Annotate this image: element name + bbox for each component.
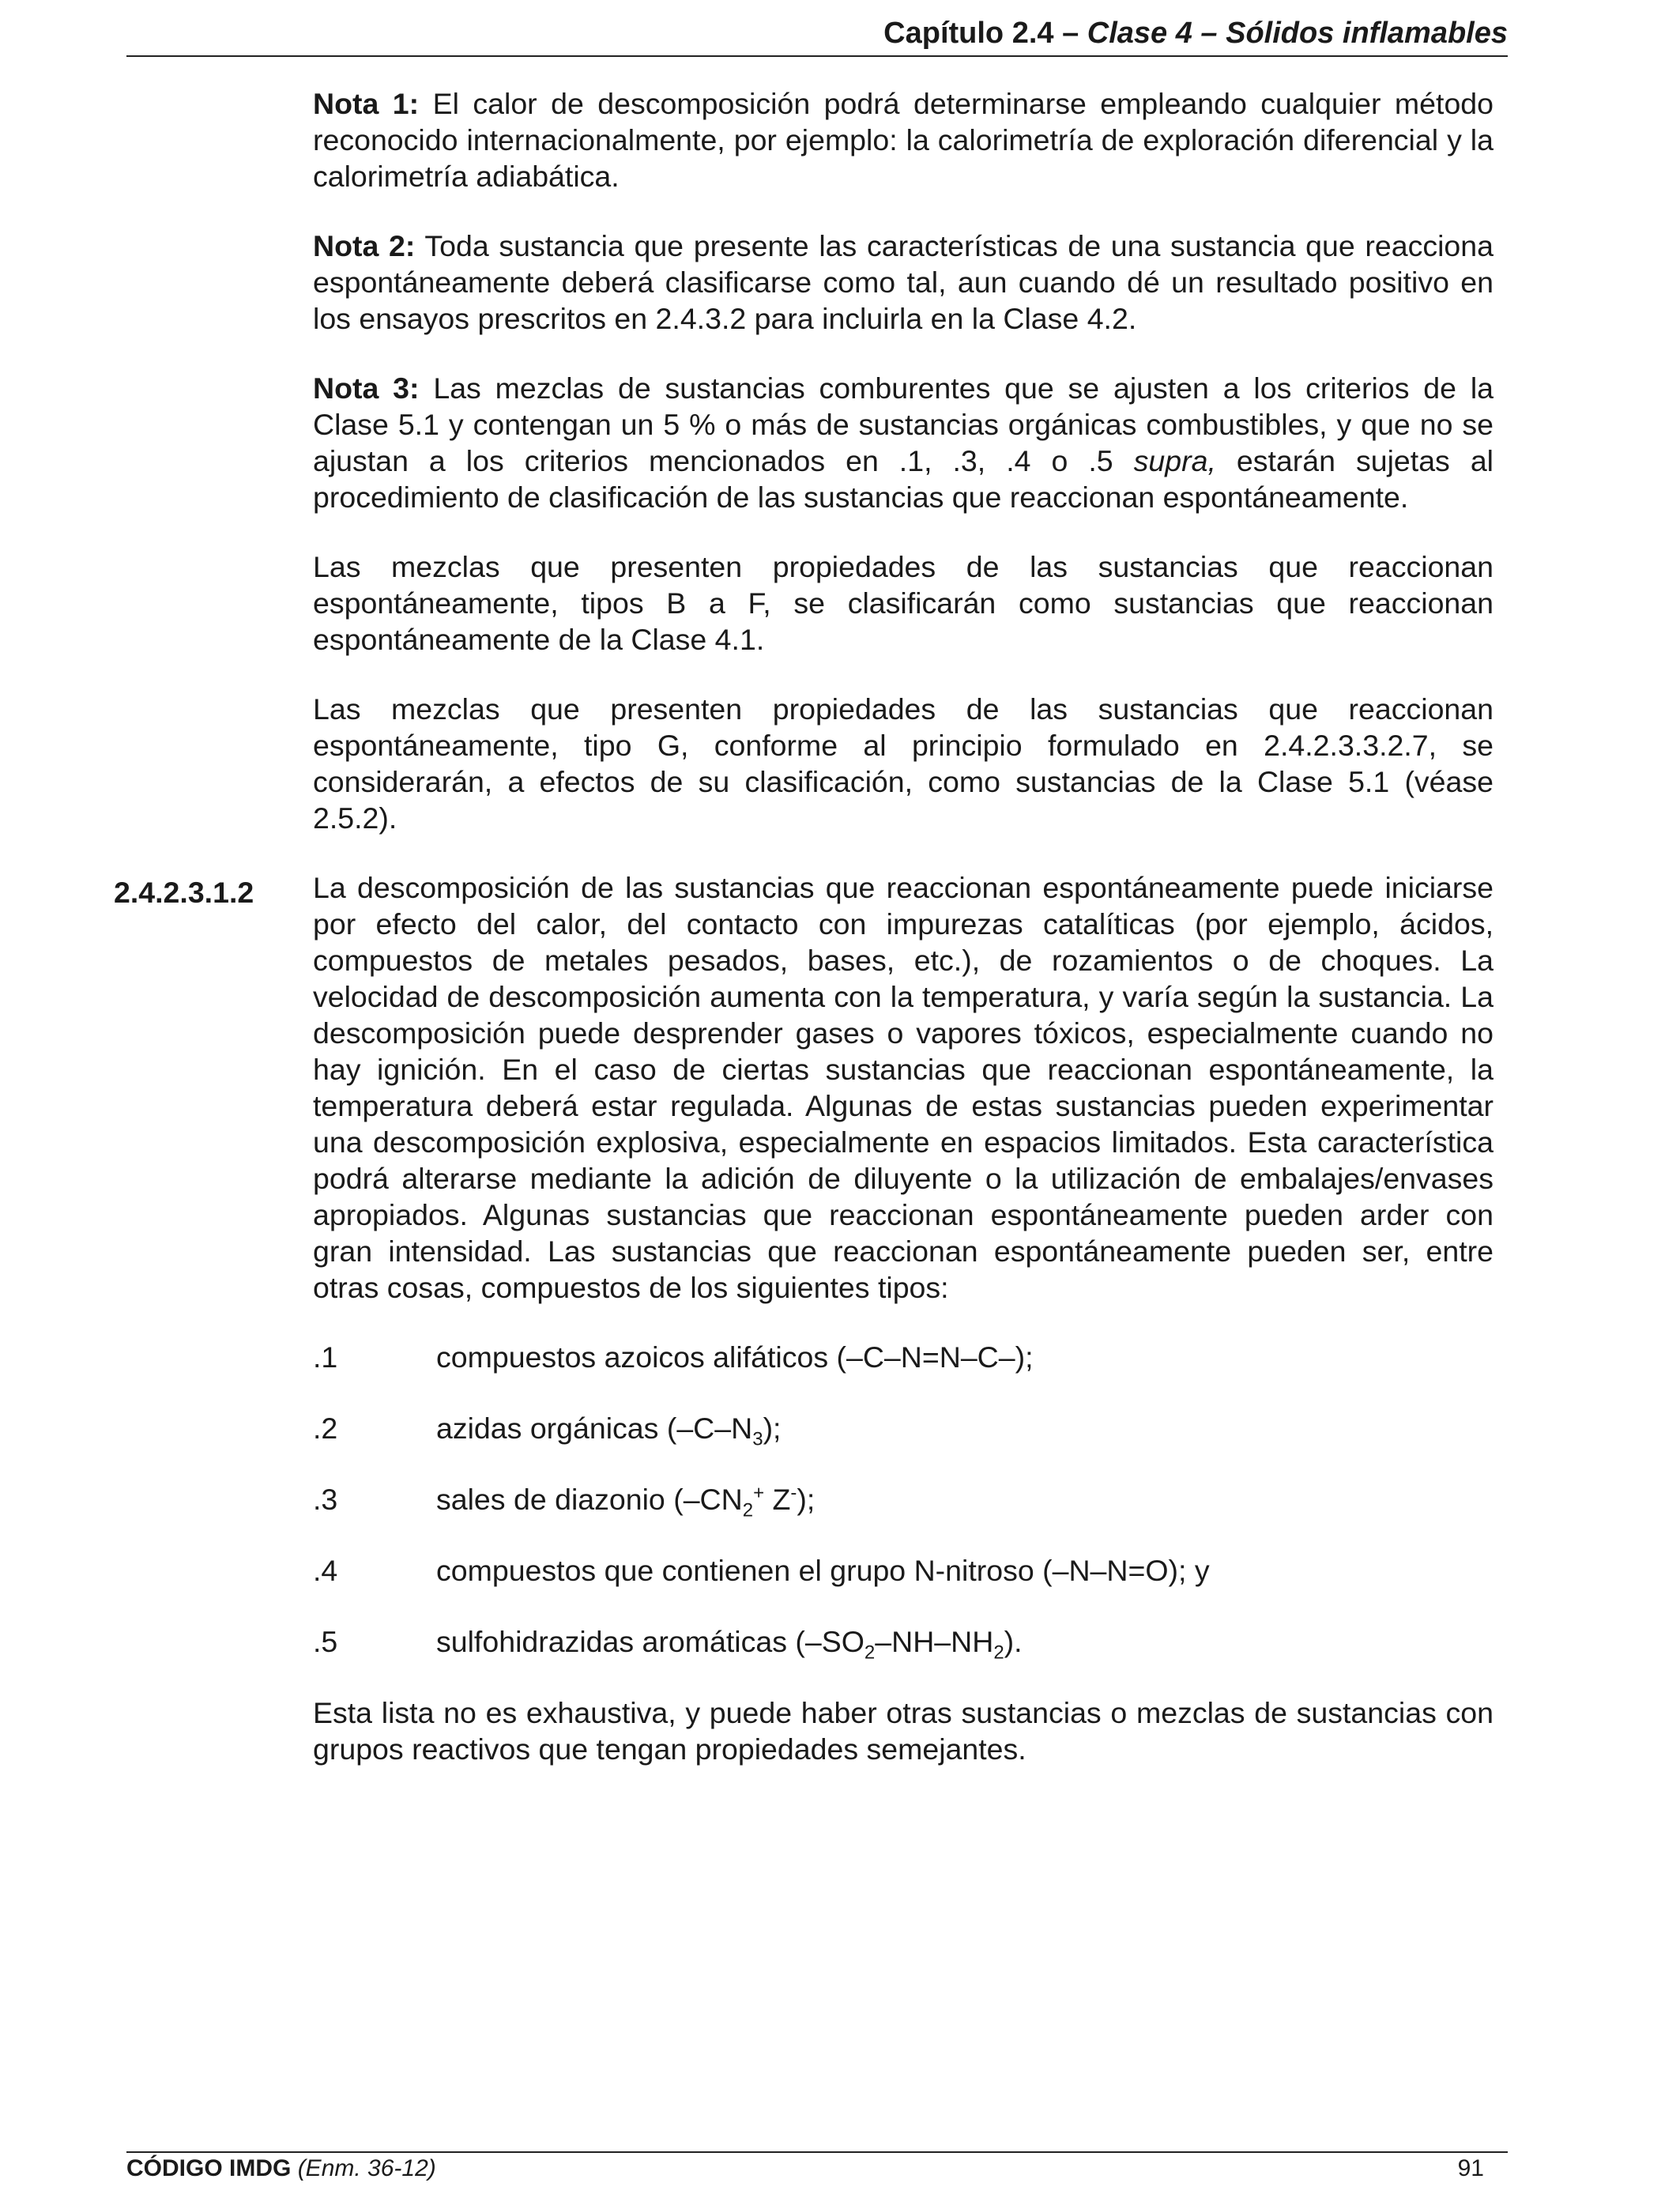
paragraph-mixtures-b-f: Las mezclas que presenten propiedades de las sustancias que reaccionan espontáneamente, tipos B a F, se clasificarán como sustancias que reaccionan espontáneamente de la Clase 4.1. (313, 550, 1494, 656)
list-item: .1 compuestos azoicos alifáticos (–C–N=N–C–); (313, 1340, 1034, 1374)
closing-paragraph: Esta lista no es exhaustiva, y puede haber otras sustancias o mezclas de sustancias con grupos reactivos que tengan propiedades semejantes. (313, 1696, 1494, 1766)
page-header (126, 11, 1508, 57)
note-1: Nota 1: El calor de descomposición podrá determinarse empleando cualquier método reconocido internacionalmente, por ejemplo: la calorimetría de exploración diferencial y la calorimetría adiabática. (313, 87, 1494, 193)
note-3: Nota 3: Las mezclas de sustancias comburentes que se ajusten a los criterios de la Clase 5.1 y contengan un 5 % o más de sustancias orgánicas combustibles, y que no se ajustan a los criterios mencionados en .1, .3, .4 o .5 supra, estarán sujetas al procedimiento de clasificación de las sustancias que reaccionan espontáneamente. (313, 371, 1494, 514)
page-number: 91 (1457, 2155, 1484, 2181)
paragraph-mixtures-g: Las mezclas que presenten propiedades de las sustancias que reaccionan espontáneamente, tipo G, conforme al principio formulado en 2.4.2.3.3.2.7, se considerarán, a efectos de su clasificación, como sustancias de la Clase 5.1 (véase 2.5.2). (313, 692, 1494, 835)
section-number: 2.4.2.3.1.2 (114, 876, 254, 909)
list-item: .3 sales de diazonio ($-CN_2^+$ Z-); (313, 1482, 816, 1521)
footer-code: CÓDIGO IMDG (Enm. 36-12) (126, 2155, 436, 2181)
section-text: La descomposición de las sustancias que reaccionan espontáneamente puede iniciarse por efecto del calor, del contacto con impurezas catalíticas (por ejemplo, ácidos, compuestos de metales pesados, bases, etc.), de rozamientos o de choques. La velocidad de descomposición aumenta con la temperatura, y varía según la sustancia. La descomposición puede desprender gases o vapores tóxicos, especialmente cuando no hay ignición. En el caso de ciertas sustancias que reaccionan espontáneamente, la temperatura deberá estar regulada. Algunas de estas sustancias pueden experimentar una descomposición explosiva, especialmente en espacios limitados. Esta característica podrá alterarse mediante la adición de diluyente o la utilización de embalajes/envases apropiados. Algunas sustancias que reaccionan espontáneamente pueden arder con gran intensidad. Las sustancias que reaccionan espontáneamente pueden ser, entre otras cosas, compuestos de los siguientes tipos: (313, 871, 1494, 1304)
page-body (313, 85, 1494, 1800)
page-footer (126, 2151, 1508, 2185)
note-2: Nota 2: Toda sustancia que presente las características de una sustancia que reacciona espontáneamente deberá clasificarse como tal, aun cuando dé un resultado positivo en los ensayos prescritos en 2.4.3.2 para incluirla en la Clase 4.2. (313, 229, 1494, 335)
list-item: .2 azidas orgánicas $(-C-N_3)$; (313, 1412, 782, 1450)
list-item: .4 compuestos que contienen el grupo N-nitroso (–N–N=O); y (313, 1554, 1210, 1587)
compound-list (313, 1339, 1494, 1664)
chapter-title: Capítulo 2.4 – Clase 4 – Sólidos inflamables (883, 17, 1508, 50)
list-item: .5 sulfohidrazidas aromáticas $(-SO_2-NH-NH_2)$. (313, 1625, 1023, 1664)
